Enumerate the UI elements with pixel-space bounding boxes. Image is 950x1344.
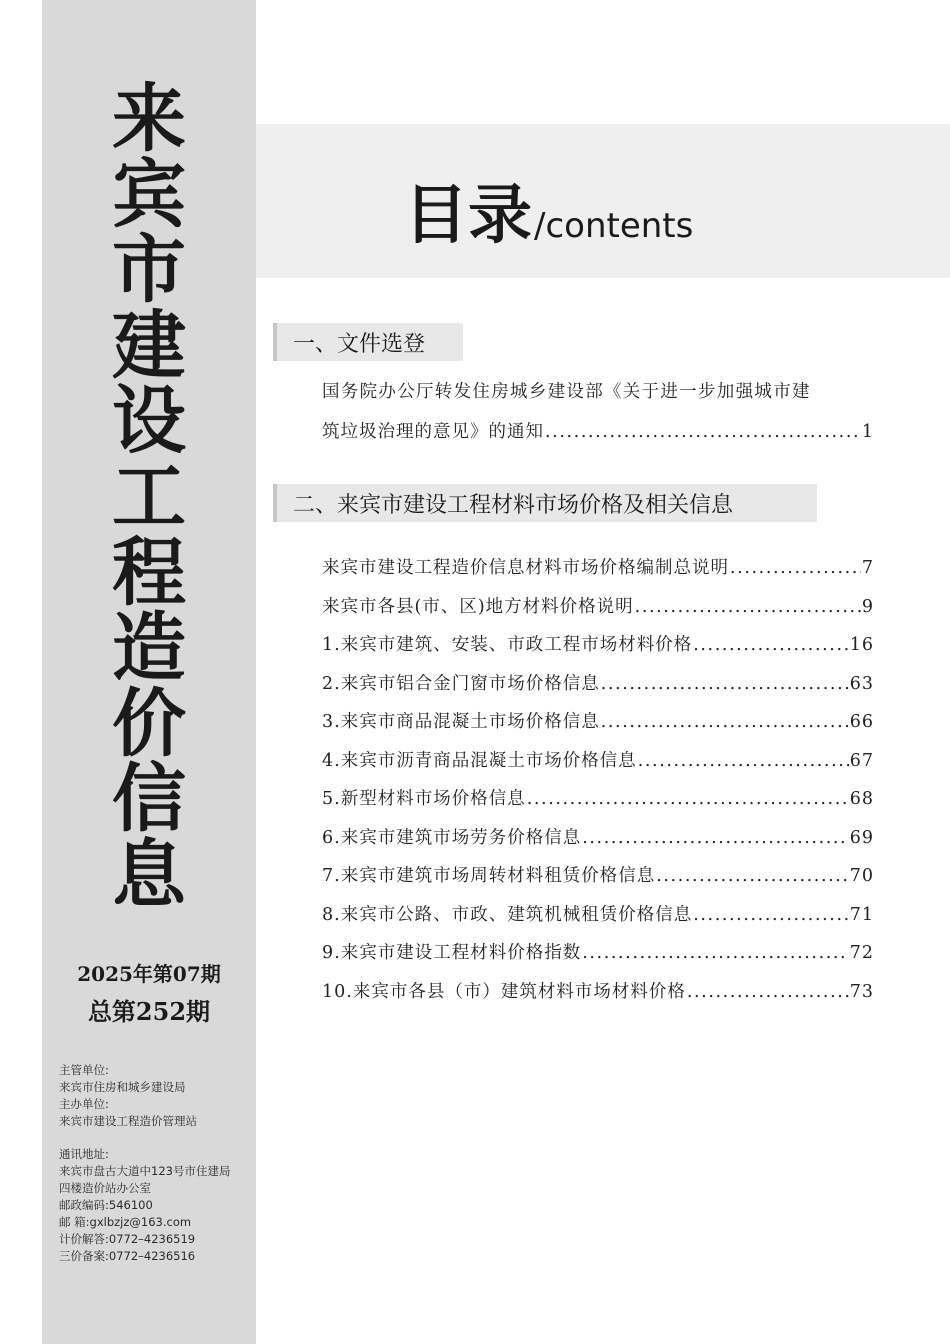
toc-entry[interactable] xyxy=(322,670,874,694)
toc-entry-title: 来宾市建设工程造价信息材料市场价格编制总说明 xyxy=(322,558,729,578)
title-char: 价 xyxy=(112,680,186,767)
toc-entry-title: 9.来宾市建设工程材料价格指数 xyxy=(322,943,582,963)
toc-entry-title: 5.新型材料市场价格信息 xyxy=(322,789,526,809)
sidebar xyxy=(42,0,256,1344)
toc-leader-dots xyxy=(730,558,861,578)
toc-page-number: 71 xyxy=(849,905,874,925)
toc-entry[interactable] xyxy=(322,747,874,771)
toc-entry-title: 4.来宾市沥青商品混凝土市场价格信息 xyxy=(322,751,637,771)
title-char: 来 xyxy=(112,76,186,162)
info-line: 邮政编码:546100 xyxy=(59,1198,153,1212)
toc-page-number: 9 xyxy=(861,597,874,617)
publisher-info xyxy=(59,1062,197,1130)
info-line: 来宾市建设工程造价管理站 xyxy=(59,1114,197,1128)
title-char: 程 xyxy=(112,529,186,616)
contents-title-cn: 目录 xyxy=(404,178,532,253)
title-char: 息 xyxy=(112,831,186,918)
toc-entry[interactable] xyxy=(322,785,874,809)
toc-page-number: 73 xyxy=(849,982,874,1002)
toc-page-number: 63 xyxy=(849,674,874,694)
toc-leader-dots xyxy=(601,674,849,694)
toc-leader-dots xyxy=(545,422,861,442)
toc-entry[interactable] xyxy=(322,824,874,848)
info-line: 计价解答:0772–4236519 xyxy=(59,1232,196,1246)
info-line: 主办单位: xyxy=(59,1097,109,1111)
toc-leader-dots xyxy=(582,828,849,848)
toc-entry[interactable] xyxy=(322,631,874,655)
toc-leader-dots xyxy=(693,905,849,925)
toc-entry-title: 3.来宾市商品混凝土市场价格信息 xyxy=(322,712,600,732)
contents-banner xyxy=(256,124,950,278)
toc-entry-title: 8.来宾市公路、市政、建筑机械租赁价格信息 xyxy=(322,905,693,925)
toc-page-number: 1 xyxy=(861,422,874,442)
section-heading: 二、来宾市建设工程材料市场价格及相关信息 xyxy=(273,484,817,522)
title-char: 工 xyxy=(112,453,186,540)
info-line: 四楼造价站办公室 xyxy=(59,1181,151,1195)
title-char: 建 xyxy=(112,302,186,389)
toc-leader-dots xyxy=(527,789,849,809)
toc-leader-dots xyxy=(656,866,849,886)
title-char: 市 xyxy=(112,227,186,314)
toc-entry-title: 6.来宾市建筑市场劳务价格信息 xyxy=(322,828,582,848)
toc-page-number: 69 xyxy=(849,828,874,848)
contents-title-en: /contents xyxy=(534,206,694,246)
toc-page-number: 70 xyxy=(849,866,874,886)
info-line: 通讯地址: xyxy=(59,1147,109,1161)
toc-page-number: 66 xyxy=(849,712,874,732)
notice-title-line1[interactable]: 国务院办公厅转发住房城乡建设部《关于进一步加强城市建 xyxy=(322,382,811,402)
section-heading: 一、文件选登 xyxy=(273,323,463,361)
contents-heading xyxy=(404,164,693,256)
contact-info xyxy=(59,1146,230,1265)
toc-entry[interactable] xyxy=(322,939,874,963)
toc-entry[interactable] xyxy=(322,901,874,925)
toc-entry[interactable] xyxy=(322,593,874,617)
toc-entry-title: 来宾市各县(市、区)地方材料价格说明 xyxy=(322,597,634,617)
toc-entry-title: 1.来宾市建筑、安装、市政工程市场材料价格 xyxy=(322,635,693,655)
title-char: 信 xyxy=(112,756,186,843)
publication-title xyxy=(42,76,256,918)
toc-page-number: 16 xyxy=(849,635,874,655)
toc-leader-dots xyxy=(582,943,849,963)
notice-entry[interactable] xyxy=(322,418,874,442)
info-line: 来宾市盘古大道中123号市住建局 xyxy=(59,1164,231,1178)
title-char: 设 xyxy=(112,378,186,465)
toc-entry[interactable] xyxy=(322,978,874,1002)
toc-entry-title: 7.来宾市建筑市场周转材料租赁价格信息 xyxy=(322,866,656,886)
toc-entry[interactable] xyxy=(322,708,874,732)
total-issue-number: 总第252期 xyxy=(87,997,211,1026)
toc-entry-title: 10.来宾市各县（市）建筑材料市场材料价格 xyxy=(322,982,686,1002)
toc-leader-dots xyxy=(687,982,849,1002)
title-char: 宾 xyxy=(112,151,186,238)
toc-entry-title: 筑垃圾治理的意见》的通知 xyxy=(322,422,544,442)
toc-entry-title: 2.来宾市铝合金门窗市场价格信息 xyxy=(322,674,600,694)
toc-leader-dots xyxy=(638,751,849,771)
issue-number: 2025年第07期 xyxy=(77,962,221,986)
toc-page-number: 67 xyxy=(849,751,874,771)
toc-leader-dots xyxy=(601,712,849,732)
toc-entry[interactable] xyxy=(322,862,874,886)
toc-page-number: 72 xyxy=(849,943,874,963)
info-line: 主管单位: xyxy=(59,1063,109,1077)
title-char: 造 xyxy=(112,605,186,692)
toc-entry[interactable] xyxy=(322,554,874,578)
info-line: 来宾市住房和城乡建设局 xyxy=(59,1080,186,1094)
info-line: 邮 箱:gxlbzjz@163.com xyxy=(59,1215,192,1229)
info-line: 三价备案:0772–4236516 xyxy=(59,1249,196,1263)
toc-page-number: 7 xyxy=(861,558,874,578)
toc-leader-dots xyxy=(635,597,861,617)
toc-leader-dots xyxy=(693,635,849,655)
toc-page-number: 68 xyxy=(849,789,874,809)
